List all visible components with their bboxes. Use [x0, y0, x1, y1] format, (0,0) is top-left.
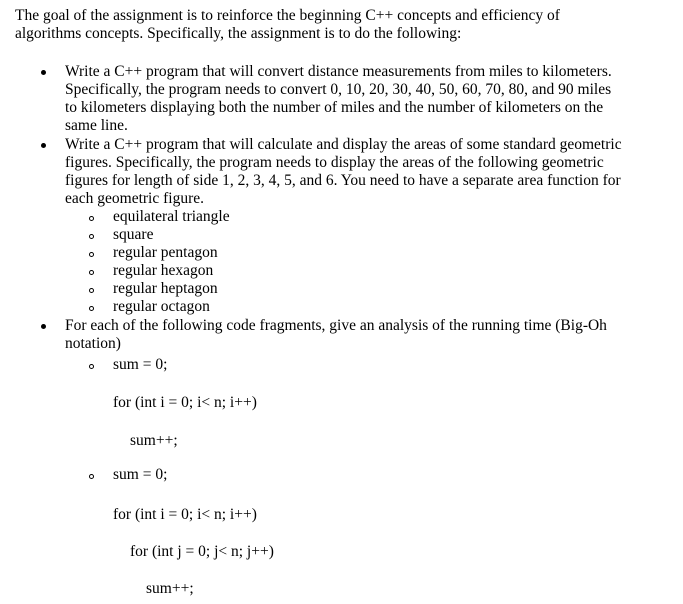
- code-line: sum++;: [146, 580, 194, 597]
- item3-line-2: notation): [65, 335, 121, 352]
- item2-line-4: each geometric figure.: [65, 190, 204, 207]
- code-line: sum = 0;: [113, 466, 168, 483]
- bullet-icon: [41, 70, 46, 75]
- item1-line-3: to kilometers displaying both the number of miles and the number of kilometers on the: [65, 99, 604, 116]
- bullet-icon: [41, 143, 46, 148]
- hollow-bullet-icon: [89, 270, 94, 275]
- code-line: sum = 0;: [113, 356, 168, 373]
- item2-line-2: figures. Specifically, the program needs to display the areas of the following geometric: [65, 154, 604, 171]
- item2-line-1: Write a C++ program that will calculate and display the areas of some standard geometric: [65, 136, 622, 153]
- code-line: for (int i = 0; i< n; i++): [113, 506, 257, 523]
- hollow-bullet-icon: [89, 474, 94, 479]
- item3-line-1: For each of the following code fragments, give an analysis of the running time (Big-Oh: [65, 317, 607, 334]
- item1-line-1: Write a C++ program that will convert distance measurements from miles to kilometers.: [65, 63, 612, 80]
- item1-line-2: Specifically, the program needs to convert 0, 10, 20, 30, 40, 50, 60, 70, 80, and 90 miles: [65, 81, 612, 98]
- code-line: for (int i = 0; i< n; i++): [113, 394, 257, 411]
- figure-item: regular heptagon: [113, 280, 218, 297]
- figure-item: regular pentagon: [113, 244, 218, 261]
- intro-line-1: The goal of the assignment is to reinforce the beginning C++ concepts and efficiency of: [15, 7, 560, 24]
- code-line: sum++;: [130, 432, 178, 449]
- figure-item: regular octagon: [113, 298, 210, 315]
- hollow-bullet-icon: [89, 234, 94, 239]
- bullet-icon: [41, 324, 46, 329]
- hollow-bullet-icon: [89, 252, 94, 257]
- hollow-bullet-icon: [89, 306, 94, 311]
- hollow-bullet-icon: [89, 216, 94, 221]
- code-line: for (int j = 0; j< n; j++): [130, 543, 274, 560]
- intro-line-2: algorithms concepts. Specifically, the assignment is to do the following:: [15, 25, 462, 42]
- figure-item: equilateral triangle: [113, 208, 230, 225]
- figure-item: square: [113, 226, 154, 243]
- item2-line-3: figures for length of side 1, 2, 3, 4, 5, and 6. You need to have a separate area function for: [65, 172, 621, 189]
- item1-line-4: same line.: [65, 117, 128, 134]
- hollow-bullet-icon: [89, 364, 94, 369]
- figure-item: regular hexagon: [113, 262, 214, 279]
- hollow-bullet-icon: [89, 288, 94, 293]
